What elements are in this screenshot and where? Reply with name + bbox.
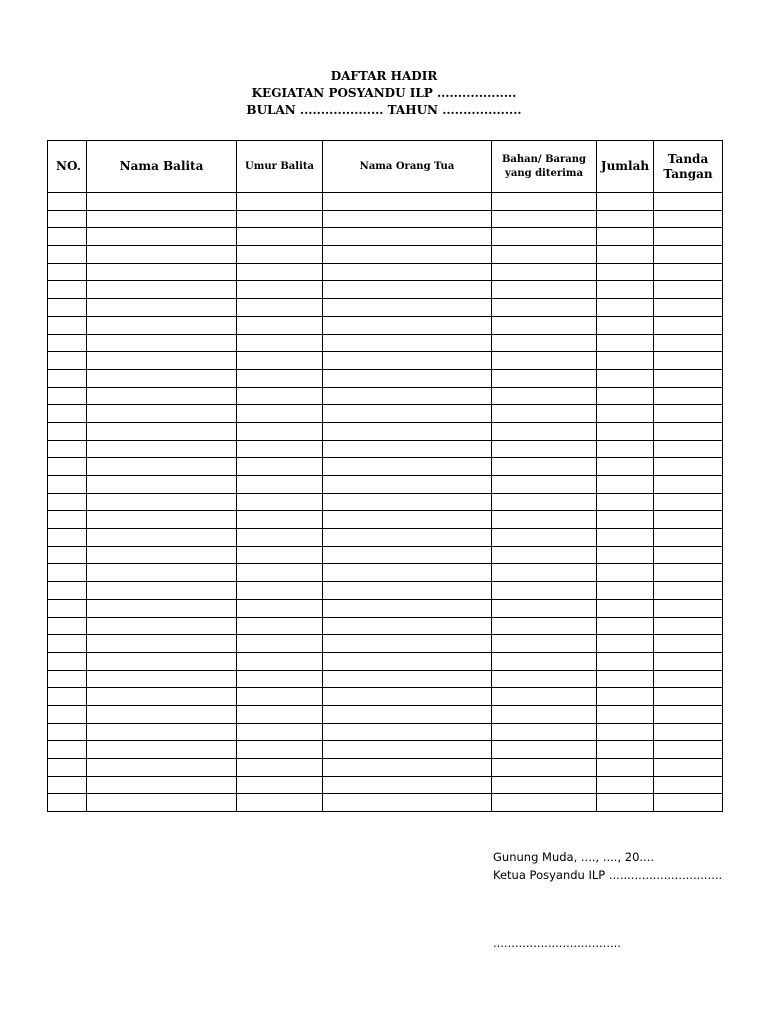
table-cell — [597, 316, 654, 334]
signature-line: ................................... — [493, 936, 621, 950]
table-cell — [323, 635, 492, 653]
table-cell — [654, 511, 723, 529]
table-cell — [48, 299, 87, 317]
table-cell — [492, 405, 597, 423]
table-row — [48, 193, 723, 211]
table-cell — [323, 369, 492, 387]
table-cell — [654, 546, 723, 564]
table-cell — [654, 299, 723, 317]
table-cell — [87, 316, 237, 334]
table-row — [48, 281, 723, 299]
table-cell — [237, 546, 323, 564]
table-cell — [654, 440, 723, 458]
table-cell — [87, 476, 237, 494]
table-row — [48, 228, 723, 246]
table-cell — [48, 210, 87, 228]
table-cell — [87, 193, 237, 211]
table-row — [48, 741, 723, 759]
table-cell — [597, 582, 654, 600]
table-cell — [87, 210, 237, 228]
column-header-jumlah: Jumlah — [597, 141, 654, 193]
table-cell — [597, 493, 654, 511]
table-cell — [87, 759, 237, 777]
table-cell — [237, 405, 323, 423]
table-cell — [492, 546, 597, 564]
table-cell — [48, 246, 87, 264]
table-cell — [237, 529, 323, 547]
table-cell — [654, 776, 723, 794]
signer-position: Ketua Posyandu ILP ............................... — [493, 868, 723, 882]
table-cell — [597, 794, 654, 812]
column-header-bahan-barang: Bahan/ Barang yang diterima — [492, 141, 597, 193]
table-cell — [48, 705, 87, 723]
table-cell — [654, 564, 723, 582]
table-row — [48, 246, 723, 264]
table-cell — [48, 652, 87, 670]
table-cell — [597, 529, 654, 547]
table-header-row — [48, 141, 723, 193]
table-cell — [492, 582, 597, 600]
table-cell — [48, 458, 87, 476]
table-cell — [654, 705, 723, 723]
table-cell — [323, 511, 492, 529]
table-cell — [48, 228, 87, 246]
table-cell — [237, 670, 323, 688]
table-cell — [323, 582, 492, 600]
table-cell — [48, 741, 87, 759]
table-cell — [87, 334, 237, 352]
table-cell — [597, 759, 654, 777]
table-cell — [87, 422, 237, 440]
table-cell — [492, 458, 597, 476]
table-cell — [48, 316, 87, 334]
table-row — [48, 564, 723, 582]
table-body — [48, 193, 723, 812]
table-cell — [597, 705, 654, 723]
table-row — [48, 759, 723, 777]
table-cell — [492, 759, 597, 777]
table-cell — [87, 405, 237, 423]
table-cell — [87, 493, 237, 511]
table-cell — [237, 511, 323, 529]
table-cell — [323, 652, 492, 670]
table-cell — [237, 599, 323, 617]
table-cell — [597, 246, 654, 264]
table-row — [48, 529, 723, 547]
table-cell — [597, 387, 654, 405]
table-cell — [87, 688, 237, 706]
table-cell — [48, 776, 87, 794]
table-cell — [492, 529, 597, 547]
table-cell — [492, 246, 597, 264]
table-cell — [87, 511, 237, 529]
table-cell — [654, 246, 723, 264]
table-cell — [237, 635, 323, 653]
table-cell — [323, 193, 492, 211]
table-cell — [48, 688, 87, 706]
table-cell — [492, 705, 597, 723]
table-cell — [237, 476, 323, 494]
table-cell — [654, 316, 723, 334]
table-cell — [654, 493, 723, 511]
table-cell — [237, 741, 323, 759]
table-cell — [654, 263, 723, 281]
table-cell — [654, 529, 723, 547]
table-row — [48, 546, 723, 564]
table-cell — [323, 281, 492, 299]
table-row — [48, 369, 723, 387]
signature-block — [493, 848, 722, 884]
table-cell — [492, 193, 597, 211]
table-cell — [492, 776, 597, 794]
table-cell — [492, 281, 597, 299]
table-cell — [237, 652, 323, 670]
table-cell — [48, 334, 87, 352]
table-cell — [48, 511, 87, 529]
table-cell — [323, 263, 492, 281]
table-cell — [237, 352, 323, 370]
table-cell — [237, 582, 323, 600]
column-header-umur-balita: Umur Balita — [237, 141, 323, 193]
table-row — [48, 688, 723, 706]
table-cell — [597, 352, 654, 370]
table-cell — [654, 617, 723, 635]
table-cell — [323, 210, 492, 228]
table-row — [48, 422, 723, 440]
table-cell — [597, 440, 654, 458]
table-cell — [237, 369, 323, 387]
table-cell — [48, 759, 87, 777]
table-cell — [492, 617, 597, 635]
table-cell — [48, 352, 87, 370]
table-cell — [597, 670, 654, 688]
table-cell — [48, 193, 87, 211]
table-cell — [323, 705, 492, 723]
table-cell — [87, 352, 237, 370]
table-cell — [492, 723, 597, 741]
table-cell — [323, 246, 492, 264]
table-cell — [48, 670, 87, 688]
table-cell — [237, 422, 323, 440]
document-title: DAFTAR HADIR — [330, 69, 438, 83]
table-cell — [237, 246, 323, 264]
table-cell — [87, 599, 237, 617]
table-cell — [87, 281, 237, 299]
table-cell — [237, 334, 323, 352]
table-cell — [654, 193, 723, 211]
table-cell — [597, 723, 654, 741]
table-cell — [492, 316, 597, 334]
table-cell — [237, 776, 323, 794]
table-cell — [48, 440, 87, 458]
table-cell — [323, 458, 492, 476]
table-cell — [492, 210, 597, 228]
table-cell — [48, 369, 87, 387]
table-cell — [654, 759, 723, 777]
table-cell — [237, 228, 323, 246]
document-title-block — [0, 68, 768, 119]
table-cell — [87, 741, 237, 759]
table-row — [48, 670, 723, 688]
table-cell — [492, 263, 597, 281]
table-cell — [87, 564, 237, 582]
table-cell — [237, 210, 323, 228]
table-cell — [48, 617, 87, 635]
table-cell — [323, 405, 492, 423]
table-cell — [237, 794, 323, 812]
table-row — [48, 493, 723, 511]
column-header-tanda-tangan: Tanda Tangan — [654, 141, 723, 193]
table-cell — [87, 387, 237, 405]
attendance-table — [47, 140, 723, 812]
table-cell — [492, 387, 597, 405]
table-cell — [48, 529, 87, 547]
table-cell — [237, 458, 323, 476]
table-cell — [654, 422, 723, 440]
table-cell — [492, 794, 597, 812]
table-cell — [237, 688, 323, 706]
table-cell — [237, 564, 323, 582]
table-cell — [654, 458, 723, 476]
table-row — [48, 352, 723, 370]
table-cell — [492, 440, 597, 458]
table-cell — [492, 741, 597, 759]
table-cell — [323, 688, 492, 706]
table-cell — [87, 617, 237, 635]
table-cell — [48, 493, 87, 511]
table-cell — [48, 476, 87, 494]
table-cell — [323, 493, 492, 511]
table-cell — [48, 564, 87, 582]
table-cell — [492, 334, 597, 352]
column-header-nama-balita: Nama Balita — [87, 141, 237, 193]
table-cell — [597, 210, 654, 228]
table-cell — [237, 316, 323, 334]
table-cell — [654, 281, 723, 299]
table-cell — [237, 723, 323, 741]
table-cell — [323, 599, 492, 617]
table-row — [48, 458, 723, 476]
table-cell — [323, 299, 492, 317]
table-cell — [597, 635, 654, 653]
table-cell — [48, 263, 87, 281]
table-cell — [48, 387, 87, 405]
table-cell — [492, 352, 597, 370]
table-cell — [654, 599, 723, 617]
table-cell — [654, 476, 723, 494]
table-cell — [597, 334, 654, 352]
table-cell — [237, 759, 323, 777]
table-cell — [654, 723, 723, 741]
table-row — [48, 511, 723, 529]
table-cell — [654, 210, 723, 228]
table-cell — [597, 193, 654, 211]
table-row — [48, 405, 723, 423]
table-cell — [597, 299, 654, 317]
table-cell — [87, 582, 237, 600]
table-cell — [654, 582, 723, 600]
table-row — [48, 210, 723, 228]
table-cell — [48, 635, 87, 653]
table-cell — [48, 422, 87, 440]
document-period: BULAN .................... TAHUN ................... — [246, 103, 522, 117]
table-cell — [654, 635, 723, 653]
table-row — [48, 705, 723, 723]
table-cell — [323, 316, 492, 334]
table-cell — [654, 352, 723, 370]
table-cell — [237, 705, 323, 723]
table-cell — [237, 617, 323, 635]
table-cell — [87, 228, 237, 246]
table-cell — [323, 723, 492, 741]
table-cell — [87, 723, 237, 741]
table-cell — [597, 369, 654, 387]
table-cell — [323, 670, 492, 688]
table-cell — [323, 564, 492, 582]
table-cell — [492, 299, 597, 317]
table-cell — [87, 369, 237, 387]
table-cell — [237, 281, 323, 299]
table-cell — [597, 652, 654, 670]
table-cell — [323, 440, 492, 458]
table-row — [48, 476, 723, 494]
table-cell — [654, 387, 723, 405]
table-cell — [654, 794, 723, 812]
table-cell — [492, 635, 597, 653]
table-cell — [492, 493, 597, 511]
table-cell — [654, 652, 723, 670]
table-cell — [654, 741, 723, 759]
table-cell — [323, 546, 492, 564]
table-cell — [492, 422, 597, 440]
table-cell — [237, 299, 323, 317]
column-header-nama-orang-tua: Nama Orang Tua — [323, 141, 492, 193]
table-cell — [87, 263, 237, 281]
table-row — [48, 440, 723, 458]
table-row — [48, 334, 723, 352]
table-cell — [237, 263, 323, 281]
table-cell — [323, 387, 492, 405]
table-cell — [237, 193, 323, 211]
table-cell — [323, 228, 492, 246]
table-cell — [87, 776, 237, 794]
table-cell — [654, 688, 723, 706]
table-cell — [48, 794, 87, 812]
table-cell — [492, 652, 597, 670]
table-row — [48, 263, 723, 281]
table-row — [48, 582, 723, 600]
table-cell — [87, 705, 237, 723]
table-cell — [323, 476, 492, 494]
table-cell — [597, 281, 654, 299]
table-cell — [597, 776, 654, 794]
table-row — [48, 316, 723, 334]
table-cell — [48, 546, 87, 564]
table-cell — [597, 546, 654, 564]
table-cell — [654, 334, 723, 352]
table-cell — [597, 422, 654, 440]
table-row — [48, 299, 723, 317]
table-cell — [323, 617, 492, 635]
table-cell — [597, 476, 654, 494]
table-row — [48, 599, 723, 617]
table-cell — [87, 458, 237, 476]
table-cell — [597, 263, 654, 281]
table-cell — [237, 387, 323, 405]
table-cell — [48, 723, 87, 741]
table-cell — [597, 511, 654, 529]
table-cell — [654, 405, 723, 423]
table-cell — [492, 476, 597, 494]
table-cell — [87, 246, 237, 264]
table-cell — [492, 599, 597, 617]
table-cell — [237, 440, 323, 458]
column-header-no: NO. — [48, 141, 87, 193]
table-cell — [654, 670, 723, 688]
table-row — [48, 794, 723, 812]
table-row — [48, 635, 723, 653]
table-cell — [597, 228, 654, 246]
table-cell — [323, 794, 492, 812]
table-row — [48, 776, 723, 794]
table-cell — [597, 688, 654, 706]
table-cell — [87, 529, 237, 547]
table-cell — [87, 635, 237, 653]
document-subtitle: KEGIATAN POSYANDU ILP ................... — [251, 86, 517, 100]
table-row — [48, 617, 723, 635]
table-cell — [597, 458, 654, 476]
table-cell — [654, 369, 723, 387]
table-cell — [323, 776, 492, 794]
table-cell — [48, 281, 87, 299]
table-cell — [492, 564, 597, 582]
table-cell — [323, 759, 492, 777]
table-cell — [323, 334, 492, 352]
table-cell — [87, 670, 237, 688]
table-cell — [492, 688, 597, 706]
table-cell — [597, 741, 654, 759]
table-cell — [237, 493, 323, 511]
table-row — [48, 387, 723, 405]
table-cell — [87, 652, 237, 670]
table-cell — [87, 299, 237, 317]
table-cell — [48, 582, 87, 600]
table-cell — [87, 794, 237, 812]
table-cell — [323, 529, 492, 547]
table-cell — [654, 228, 723, 246]
table-cell — [323, 741, 492, 759]
table-cell — [48, 599, 87, 617]
table-cell — [597, 405, 654, 423]
table-cell — [48, 405, 87, 423]
table-cell — [597, 564, 654, 582]
table-cell — [492, 670, 597, 688]
table-cell — [492, 369, 597, 387]
table-cell — [597, 599, 654, 617]
table-row — [48, 652, 723, 670]
table-cell — [492, 228, 597, 246]
table-row — [48, 723, 723, 741]
table-cell — [323, 352, 492, 370]
table-cell — [87, 440, 237, 458]
table-cell — [87, 546, 237, 564]
place-date: Gunung Muda, ...., ...., 20.... — [493, 850, 655, 864]
table-cell — [323, 422, 492, 440]
table-cell — [492, 511, 597, 529]
table-cell — [597, 617, 654, 635]
